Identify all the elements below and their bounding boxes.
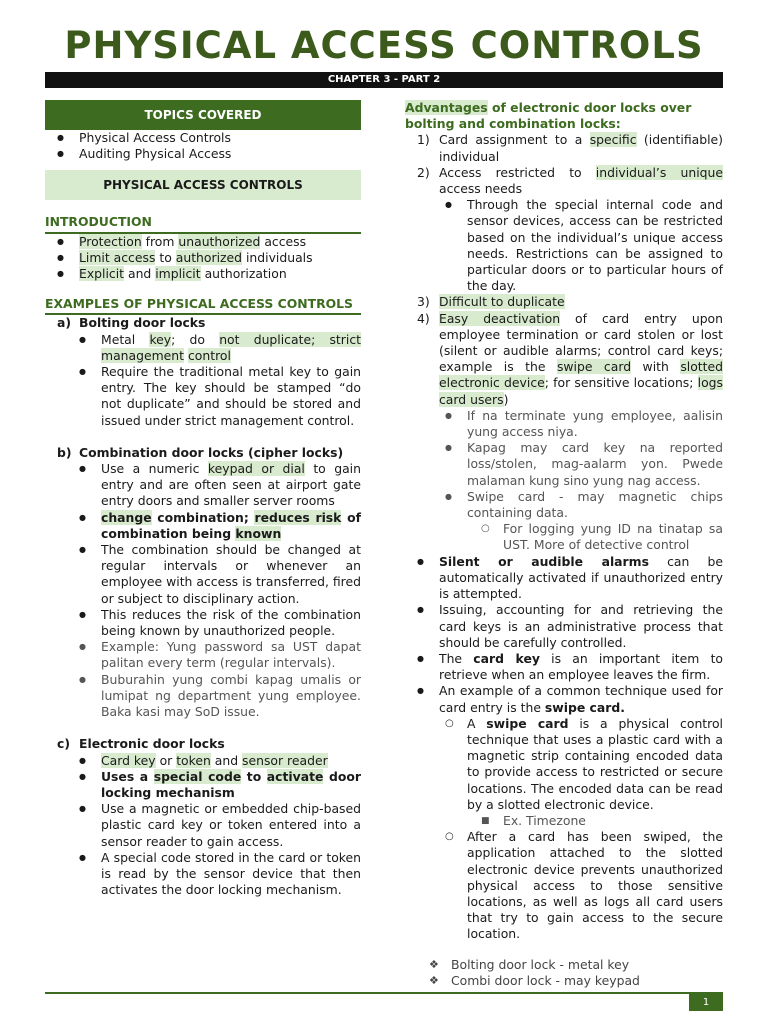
page-title: PHYSICAL ACCESS CONTROLS bbox=[64, 24, 704, 67]
list-item: ● Through the special internal code and sensor devices, access can be restricted based on the individual’s unique access needs. Restrictions can be assigned to particular doors or to particular hours of the day. bbox=[405, 197, 723, 294]
list-item: ● change combination; reduces risk of combination being known bbox=[45, 510, 361, 542]
list-item: ● Uses a special code to activate door locking mechanism bbox=[45, 769, 361, 801]
introduction-heading: INTRODUCTION bbox=[45, 214, 361, 233]
list-item: ● Use a magnetic or embedded chip-based plastic card key or token entered into a sensor reader to gain access. bbox=[45, 801, 361, 850]
examples-heading: EXAMPLES OF PHYSICAL ACCESS CONTROLS bbox=[45, 296, 361, 315]
examples-list bbox=[45, 315, 361, 898]
list-item: 4) Easy deactivation of card entry upon employee termination or card stolen or lost (silent or audible alarms; control card keys; example is the swipe card with slotted electronic device; for sensitive locations; logs card users) bbox=[417, 310, 723, 407]
list-item: ● Card key or token and sensor reader bbox=[45, 753, 361, 769]
list-item: ● Example: Yung password sa UST dapat palitan every term (regular intervals). bbox=[45, 639, 361, 671]
list-item: ● Silent or audible alarms can be automatically activated if unauthorized entry is attempted. bbox=[405, 554, 723, 603]
list-item: ● Physical Access Controls bbox=[45, 130, 361, 146]
list-item: ● The combination should be changed at regular intervals or whenever an employee with access is transferred, fired or subject to disciplinary action. bbox=[45, 542, 361, 607]
subsection-title: a) Bolting door locks bbox=[57, 315, 206, 331]
list-item: ■ Ex. Timezone bbox=[405, 813, 723, 829]
list-item: ○ For logging yung ID na tinatap sa UST. More of detective control bbox=[405, 521, 723, 553]
advantages-list bbox=[405, 132, 723, 989]
left-column bbox=[45, 100, 361, 898]
pac-header: PHYSICAL ACCESS CONTROLS bbox=[45, 170, 361, 200]
topics-list bbox=[45, 130, 361, 162]
list-item: ● An example of a common technique used for card entry is the swipe card. bbox=[405, 683, 723, 715]
list-item: ● This reduces the risk of the combination being known by unauthorized people. bbox=[45, 607, 361, 639]
list-item: ❖ Bolting door lock - metal key bbox=[405, 957, 723, 973]
intro-list bbox=[45, 234, 361, 283]
right-column bbox=[405, 100, 723, 989]
list-item: ○ After a card has been swiped, the application attached to the slotted electronic device prevents unauthorized physical access to those sensitive locations, as well as logs all card users that try to gain access to the secure location. bbox=[405, 829, 723, 942]
list-item: ● If na terminate yung employee, aalisin yung access niya. bbox=[405, 408, 723, 440]
list-item: ❖ Combi door lock - may keypad bbox=[405, 973, 723, 989]
list-item: ● Auditing Physical Access bbox=[45, 146, 361, 162]
footer-divider bbox=[45, 992, 723, 994]
list-item: ● Protection from unauthorized access bbox=[45, 234, 361, 250]
list-item: ● A special code stored in the card or token is read by the sensor device that then activates the door locking mechanism. bbox=[45, 850, 361, 899]
list-item: ● Kapag may card key na reported loss/stolen, mag-aalarm yon. Pwede malaman kung sino yung nag access. bbox=[405, 440, 723, 489]
list-item: ● Limit access to authorized individuals bbox=[45, 250, 361, 266]
chapter-bar: CHAPTER 3 - PART 2 bbox=[45, 72, 723, 88]
list-item: ● Require the traditional metal key to gain entry. The key should be stamped “do not duplicate” and should be stored and issued under strict management control. bbox=[45, 364, 361, 429]
list-item: 1) Card assignment to a specific (identifiable) individual bbox=[417, 132, 723, 164]
list-item: ● Explicit and implicit authorization bbox=[45, 266, 361, 282]
list-item: ○ A swipe card is a physical control technique that uses a plastic card with a magnetic strip containing encoded data to provide access to restricted or secure locations. The encoded data can be read by a slotted electronic device. bbox=[405, 716, 723, 813]
subsection-title: b) Combination door locks (cipher locks) bbox=[57, 444, 344, 460]
list-item: ● Metal key; do not duplicate; strict management control bbox=[45, 332, 361, 364]
list-item: ● Swipe card - may magnetic chips containing data. bbox=[405, 489, 723, 521]
list-item: 3) Difficult to duplicate bbox=[417, 294, 565, 310]
page-number: 1 bbox=[689, 994, 723, 1011]
topics-header: TOPICS COVERED bbox=[45, 100, 361, 130]
subsection-title: c) Electronic door locks bbox=[57, 736, 225, 752]
list-item: ● The card key is an important item to retrieve when an employee leaves the firm. bbox=[405, 651, 723, 683]
list-item: ● Use a numeric keypad or dial to gain entry and are often seen at airport gate entry doors and smaller server rooms bbox=[45, 461, 361, 510]
list-item: ● Issuing, accounting for and retrieving the card keys is an administrative process that should be carefully controlled. bbox=[405, 602, 723, 651]
advantages-heading: Advantages of electronic door locks over bolting and combination locks: bbox=[405, 100, 692, 132]
list-item: 2) Access restricted to individual’s unique access needs bbox=[417, 164, 723, 197]
list-item: ● Buburahin yung combi kapag umalis or lumipat ng department yung employee. Baka kasi may SoD issue. bbox=[45, 672, 361, 721]
